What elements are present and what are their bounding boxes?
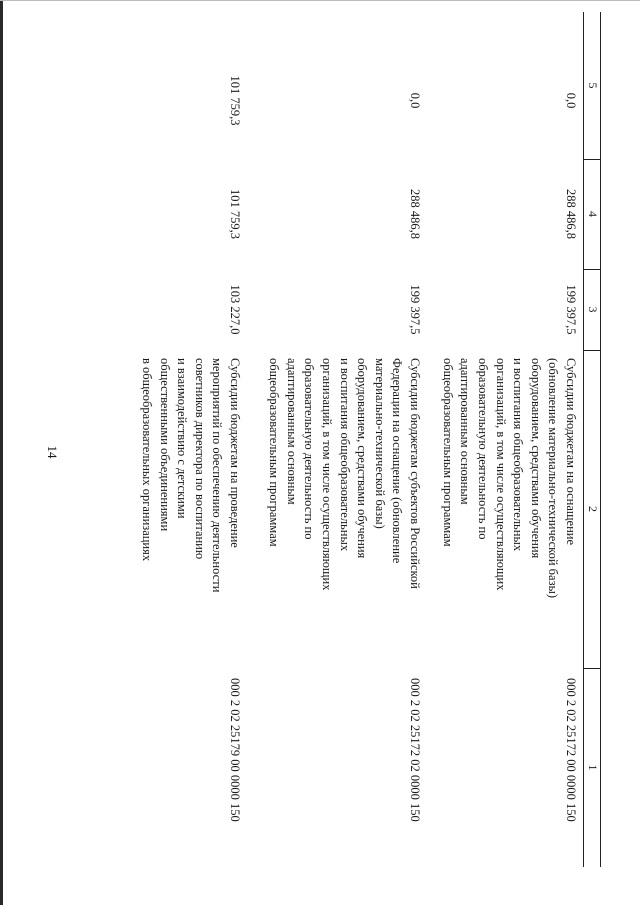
- description-line: общественными объединениями: [157, 358, 172, 532]
- value-col3: 103 227,0: [228, 284, 242, 335]
- row-description: [265, 358, 423, 664]
- description-line: Субсидии бюджетам субъектов Российской: [408, 358, 422, 589]
- description-line: общеобразовательным программам: [267, 358, 282, 547]
- budget-code: 000 2 02 25179 00 0000 150: [228, 678, 242, 822]
- description-line: организаций, в том числе осуществляющих: [320, 358, 335, 591]
- column-number-2: 2: [586, 506, 600, 512]
- description-line: Субсидии бюджетам на оснащение: [564, 358, 578, 546]
- budget-table: [61, 12, 601, 867]
- value-col5: 0,0: [408, 92, 422, 109]
- description-line: адаптированным основным: [284, 358, 299, 505]
- value-col5: 0,0: [564, 92, 578, 109]
- description-line: и воспитания общеобразовательных: [511, 358, 526, 552]
- column-number-3: 3: [586, 306, 600, 313]
- description-line: (обновление материально-технической базы): [546, 358, 561, 599]
- description-line: Федерации на оснащение (обновление: [390, 358, 405, 564]
- description-line: и взаимодействию с детскими: [175, 358, 190, 519]
- description-line: оборудованием, средствами обучения: [528, 358, 543, 559]
- value-col3: 199 397,5: [408, 284, 422, 335]
- description-line: мероприятий по обеспечению деятельности: [210, 358, 225, 593]
- column-number-4: 4: [586, 211, 600, 217]
- description-line: оборудованием, средствами обучения: [355, 358, 370, 559]
- description-line: советников директора по воспитанию: [192, 358, 207, 560]
- row-description: [137, 358, 243, 664]
- description-line: адаптированным основным: [458, 358, 473, 505]
- value-col4: 288 486,8: [564, 189, 578, 239]
- scan-border-left: [0, 0, 3, 905]
- description-line: материально-технической базы): [372, 358, 387, 529]
- budget-code: 000 2 02 25172 00 0000 150: [564, 678, 578, 822]
- budget-code: 000 2 02 25172 02 0000 150: [408, 678, 422, 822]
- value-col5: 101 759,3: [228, 75, 242, 126]
- page-number: 14: [45, 445, 60, 459]
- value-col4: 288 486,8: [408, 189, 422, 239]
- scan-border-top: [0, 0, 640, 1]
- row-description: [438, 358, 579, 664]
- description-line: и воспитания общеобразовательных: [337, 358, 352, 552]
- description-line: организаций, в том числе осуществляющих: [493, 358, 508, 591]
- description-line: Субсидии бюджетам на проведение: [228, 358, 242, 548]
- description-line: образовательную деятельность по: [476, 358, 491, 540]
- value-col4: 101 759,3: [228, 189, 242, 239]
- description-line: в общеобразовательных организациях: [140, 358, 155, 562]
- description-line: образовательную деятельность по: [302, 358, 317, 540]
- value-col3: 199 397,5: [564, 284, 578, 335]
- column-number-1: 1: [586, 764, 600, 771]
- column-number-5: 5: [586, 82, 600, 89]
- description-line: общеобразовательным программам: [440, 358, 455, 547]
